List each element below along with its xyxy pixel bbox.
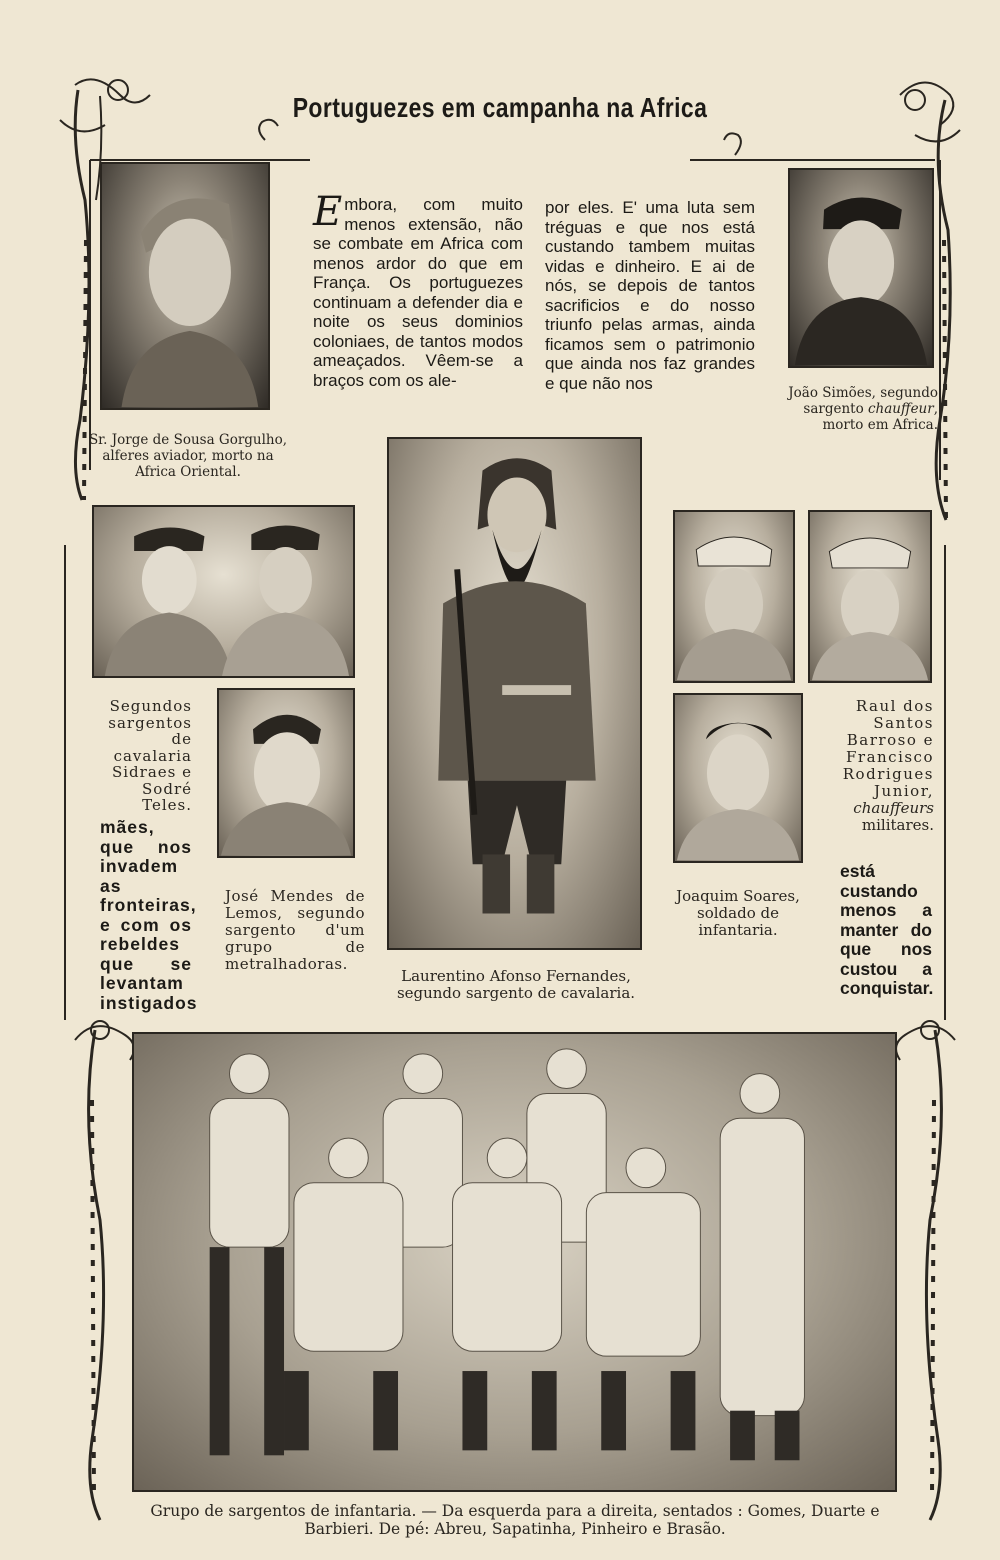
- portrait-figure-icon: [790, 170, 932, 366]
- caption-simoes: [780, 385, 938, 433]
- photo-group-sargentos-infantaria: [132, 1032, 897, 1492]
- caption-simoes-text: João Simões, segundo sargento: [788, 385, 938, 417]
- article-column-3: mães, que nos invadem as fronteiras, e com os rebeldes que se levantam instigados: [100, 817, 198, 1013]
- portrait-figure-icon: [675, 695, 801, 861]
- two-soldiers-figure-icon: [94, 507, 353, 676]
- caption-lemos: José Mendes de Lemos, segundo sargento d'um grupo de metralhadoras.: [225, 887, 365, 973]
- caption-gorgulho: Sr. Jorge de Sousa Gorgulho, alferes aviador, morto na Africa Oriental.: [88, 432, 288, 480]
- photo-sidraes-sodre-teles: [92, 505, 355, 678]
- portrait-photo-barroso: [673, 510, 795, 683]
- portrait-figure-icon: [102, 164, 268, 408]
- portrait-figure-icon: [219, 690, 353, 856]
- article-column-4: está custando menos a manter do que nos custou a conquistar.: [840, 861, 934, 998]
- caption-sidraes: Segundos sargentos de cavalaria Sidraes e Sodré Teles.: [108, 697, 192, 814]
- group-of-soldiers-figure-icon: [134, 1034, 895, 1490]
- portrait-photo-simoes: [788, 168, 934, 368]
- article-column-1: [313, 189, 523, 390]
- portrait-figure-icon: [810, 512, 930, 681]
- portrait-photo-lemos: [217, 688, 355, 858]
- caption-barroso-rest: militares.: [861, 816, 934, 834]
- caption-simoes-rest: , morto em Africa.: [822, 401, 938, 433]
- portrait-photo-gorgulho: [100, 162, 270, 410]
- portrait-photo-rodrigues-junior: [808, 510, 932, 683]
- caption-fernandes: Laurentino Afonso Fernandes, segundo sargento de cavalaria.: [396, 967, 636, 1002]
- article-dropcap: E: [313, 189, 343, 235]
- caption-barroso-italic: chauffeurs: [853, 799, 934, 817]
- caption-soares: Joaquim Soares, soldado de infantaria.: [676, 887, 800, 939]
- caption-barroso-rodrigues: [822, 698, 934, 834]
- portrait-figure-icon: [675, 512, 793, 681]
- article-col1-text: mbora, com muito menos extensão, não se combate em Africa com menos ardor do que em França. Os portuguezes continuam a defender dia e noite os seus dominios coloniaes, de tantos modos ameaçados. Vêem-se a braços com os ale-: [313, 195, 523, 390]
- caption-simoes-italic: chauffeur: [868, 401, 934, 417]
- portrait-photo-soares: [673, 693, 803, 863]
- page-title: Portuguezes em campanha na Africa: [292, 92, 708, 123]
- caption-group: Grupo de sargentos de infantaria. — Da esquerda para a direita, sentados : Gomes, Duarte e Barbieri. De pé: Abreu, Sapatinha, Pinheiro e Brasão.: [150, 1502, 880, 1538]
- bearded-soldier-figure-icon: [389, 439, 640, 948]
- caption-barroso-text: Raul dos Santos Barroso e Francisco Rodrigues Junior,: [842, 697, 934, 800]
- article-column-2: por eles. E' uma luta sem tréguas e que nos está custando tambem muitas vidas e dinheiro. E ai de nós, se depois de tantos sacrificios e do nosso triunfo pelas armas, ainda ficamos sem o patrimonio que ainda nos faz grandes e que não nos: [545, 198, 755, 393]
- photo-laurentino-fernandes: [387, 437, 642, 950]
